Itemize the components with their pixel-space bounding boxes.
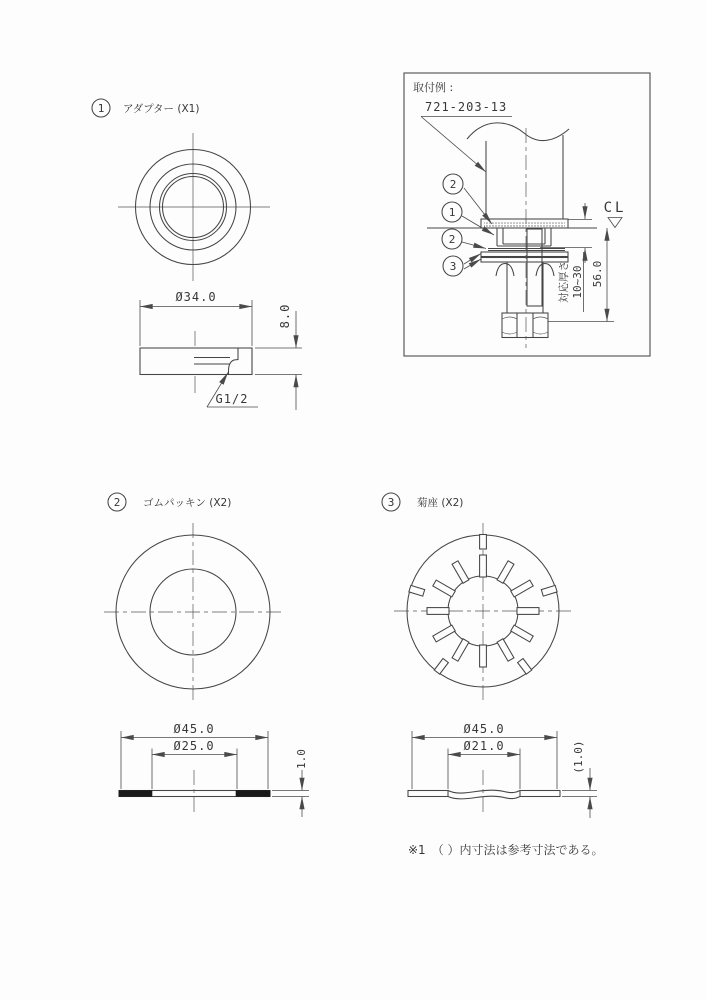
- part3-balloon-number: 3: [387, 496, 395, 509]
- part2-header: [108, 493, 231, 511]
- install-adapter-in-hole: [497, 228, 551, 246]
- install-base-flange: [481, 219, 568, 228]
- part1-top-view: [118, 133, 270, 281]
- cl-label: CL: [603, 200, 627, 216]
- part2-section-view: [119, 722, 309, 817]
- part3-section-right: [520, 791, 560, 797]
- callout-3-number: 3: [449, 260, 457, 273]
- thickness-dim-label: 対応厚さ: [558, 261, 570, 303]
- part3-thickness-dim: (1.0): [572, 740, 585, 774]
- callout-2a-number: 2: [449, 178, 457, 191]
- part3-section-view: [408, 722, 597, 818]
- part2-thickness-dim: 1.0: [295, 749, 308, 769]
- part3-inner-dia-dim: Ø21.0: [463, 739, 505, 753]
- part2-balloon-number: 2: [113, 496, 121, 509]
- part1-section-view: [140, 290, 302, 410]
- install-title: 取付例 :: [413, 81, 454, 94]
- part3-top-view: [394, 523, 572, 700]
- install-packing-washer-stack: [481, 249, 568, 277]
- part3-label: 菊座 (X2): [417, 497, 464, 509]
- part3-section-left: [408, 791, 448, 797]
- callout-1-number: 1: [448, 206, 456, 219]
- part1-thread-label: G1/2: [215, 392, 249, 406]
- part1-balloon-number: 1: [97, 102, 105, 115]
- thickness-dim-range: 10~30: [571, 265, 584, 299]
- height-56-dim: 56.0: [591, 260, 604, 288]
- cl-triangle-icon: [608, 218, 622, 228]
- part1-header: [92, 99, 199, 117]
- install-shaft-and-nut: [502, 229, 548, 338]
- install-cl-mark: [604, 200, 627, 228]
- install-model-number: 721-203-13: [425, 100, 508, 114]
- part3-outer-dia-dim: Ø45.0: [463, 722, 505, 736]
- reference-dimension-note: ※1 （ ）内寸法は参考寸法である。: [408, 843, 604, 857]
- part1-hatched-cross-section: [229, 348, 253, 375]
- part1-label: アダプター (X1): [123, 103, 200, 115]
- part2-inner-dia-dim: Ø25.0: [173, 739, 215, 753]
- part3-header: [382, 493, 463, 511]
- part2-rubber-section-right: [236, 791, 270, 797]
- part2-outer-dia-dim: Ø45.0: [173, 722, 215, 736]
- part2-label: ゴムパッキン (X2): [143, 497, 232, 509]
- part1-height-dim: 8.0: [278, 303, 292, 329]
- callout-2b-number: 2: [448, 233, 456, 246]
- part2-rubber-section-left: [119, 791, 152, 797]
- part2-top-view: [104, 523, 282, 701]
- installation-example: [404, 73, 650, 356]
- part1-outer-dia-dim: Ø34.0: [175, 290, 217, 304]
- install-faucet-body: [467, 123, 569, 219]
